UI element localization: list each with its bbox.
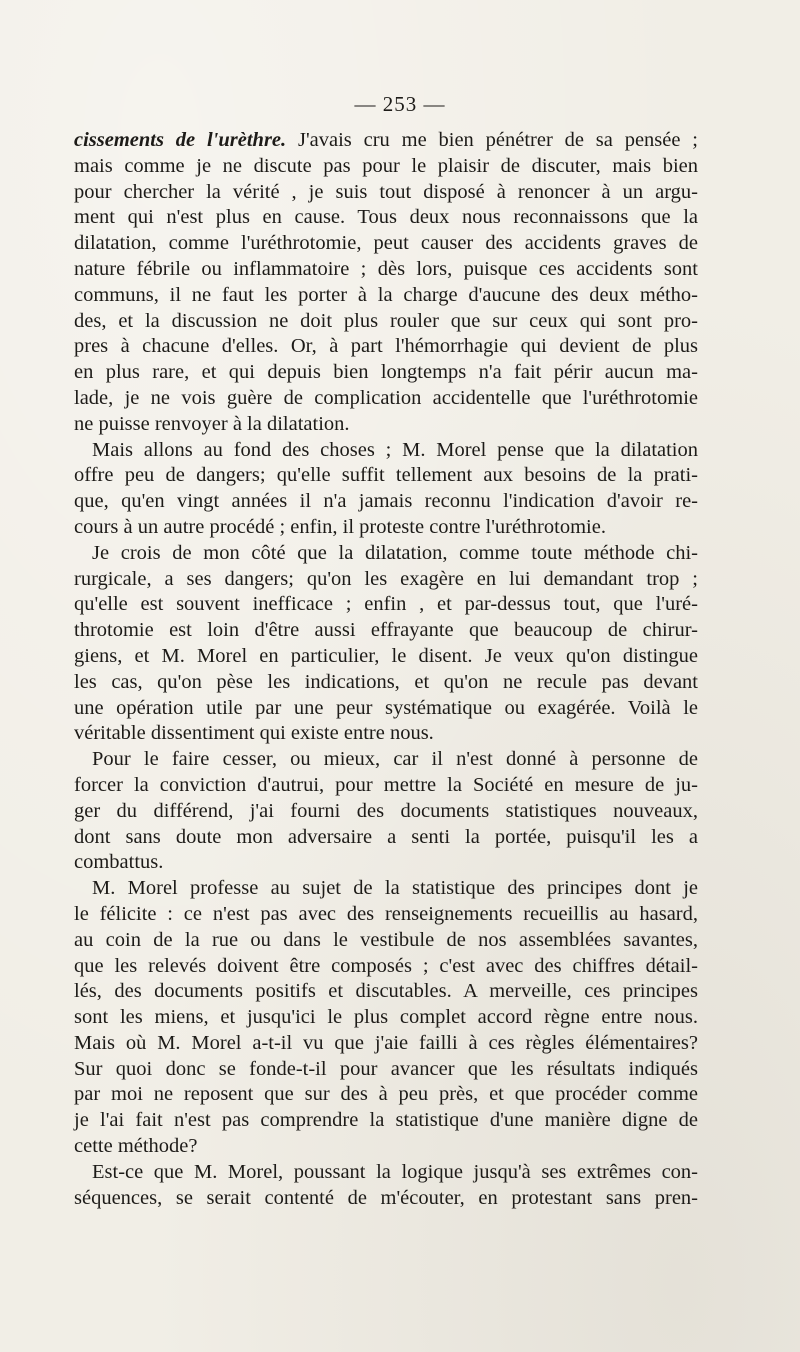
text-line: lade, je ne vois guère de complication accidentelle que l'uréthrotomie xyxy=(74,386,698,409)
body-text xyxy=(74,128,698,1211)
text-line: lés, des documents positifs et discutables. A merveille, ces principes xyxy=(74,980,698,1003)
text-line: en plus rare, et qui depuis bien longtemps n'a fait périr aucun ma- xyxy=(74,361,698,384)
text-line: Je crois de mon côté que la dilatation, comme toute méthode chi- xyxy=(92,541,698,564)
text-line: Mais où M. Morel a-t-il vu que j'aie failli à ces règles élémentaires? xyxy=(74,1031,698,1054)
text-line: que, qu'en vingt années il n'a jamais reconnu l'indication d'avoir re- xyxy=(74,490,698,513)
text-line: le félicite : ce n'est pas avec des renseignements recueillis au hasard, xyxy=(74,902,698,925)
text-line: séquences, se serait contenté de m'écouter, en protestant sans pren- xyxy=(74,1186,698,1209)
text-line: mais comme je ne discute pas pour le plaisir de discuter, mais bien xyxy=(74,154,698,177)
italic-phrase: cissements de l'urèthre. xyxy=(74,129,287,151)
text-line: offre peu de dangers; qu'elle suffit tellement aux besoins de la prati- xyxy=(74,464,698,487)
text-line: dilatation, comme l'uréthrotomie, peut causer des accidents graves de xyxy=(74,232,698,255)
text-line: combattus. xyxy=(74,851,164,874)
text-line: qu'elle est souvent inefficace ; enfin , et par-dessus tout, que l'uré- xyxy=(74,593,698,616)
text-line: sont les miens, et jusqu'ici le plus complet accord règne entre nous. xyxy=(74,1006,698,1029)
text-line: rurgicale, a ses dangers; qu'on les exagère en lui demandant trop ; xyxy=(74,567,698,590)
text-line: M. Morel professe au sujet de la statistique des principes dont je xyxy=(92,877,698,900)
text-line: cette méthode? xyxy=(74,1135,198,1158)
text-line: véritable dissentiment qui existe entre nous. xyxy=(74,722,434,745)
text-line: Mais allons au fond des choses ; M. Morel pense que la dilatation xyxy=(92,438,698,461)
text-line: dont sans doute mon adversaire a senti la portée, puisqu'il les a xyxy=(74,825,698,848)
text-line: les cas, qu'on pèse les indications, et qu'on ne recule pas devant xyxy=(74,670,698,693)
text-line: communs, il ne faut les porter à la charge d'aucune des deux métho- xyxy=(74,283,698,306)
text-line: pour chercher la vérité , je suis tout disposé à renoncer à un argu- xyxy=(74,180,698,203)
text-line: que les relevés doivent être composés ; c'est avec des chiffres détail- xyxy=(74,954,698,977)
text-line: je l'ai fait n'est pas comprendre la statistique d'une manière digne de xyxy=(74,1109,698,1132)
text-line: Est-ce que M. Morel, poussant la logique jusqu'à ses extrêmes con- xyxy=(92,1160,698,1183)
text-line: Sur quoi donc se fonde-t-il pour avancer que les résultats indiqués xyxy=(74,1057,698,1080)
text-line: cours à un autre procédé ; enfin, il proteste contre l'uréthrotomie. xyxy=(74,515,606,538)
text-line: des, et la discussion ne doit plus rouler que sur ceux qui sont pro- xyxy=(74,309,698,332)
page-number: — 253 — xyxy=(354,92,446,116)
text-line: ne puisse renvoyer à la dilatation. xyxy=(74,412,350,435)
text-line: Pour le faire cesser, ou mieux, car il n'est donné à personne de xyxy=(92,748,698,771)
text-line: nature fébrile ou inflammatoire ; dès lors, puisque ces accidents sont xyxy=(74,257,698,280)
text-line: giens, et M. Morel en particulier, le disent. Je veux qu'on distingue xyxy=(74,644,698,667)
text-line: forcer la conviction d'autrui, pour mettre la Société en mesure de ju- xyxy=(74,773,698,796)
text-line: ger du différend, j'ai fourni des documents statistiques nouveaux, xyxy=(74,799,698,822)
text-line: au coin de la rue ou dans le vestibule de nos assemblées savantes, xyxy=(74,928,698,951)
text-line: par moi ne reposent que sur des à peu près, et que procéder comme xyxy=(74,1083,698,1106)
text-line: throtomie est loin d'être aussi effrayante que beaucoup de chirur- xyxy=(74,619,698,642)
text-line: une opération utile par une peur systématique ou exagérée. Voilà le xyxy=(74,696,698,719)
text-line: pres à chacune d'elles. Or, à part l'hémorrhagie qui devient de plus xyxy=(74,335,698,358)
text-line: cissements de l'urèthre. J'avais cru me bien pénétrer de sa pensée ; xyxy=(74,129,698,151)
text-line: ment qui n'est plus en cause. Tous deux nous reconnaissons que la xyxy=(74,206,698,229)
